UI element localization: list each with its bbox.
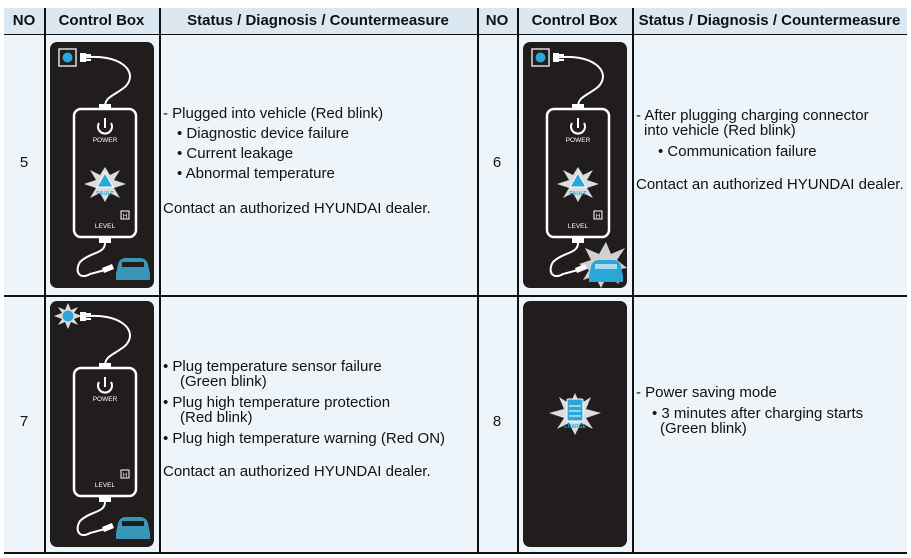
status-line: (Green blink) [180, 373, 267, 390]
status-line: - Power saving mode [636, 384, 777, 401]
svg-text:FAULT: FAULT [96, 191, 114, 197]
svg-text:H: H [122, 214, 128, 220]
svg-text:LEVEL: LEVEL [567, 223, 589, 230]
status-line: • Abnormal temperature [177, 165, 335, 182]
vehicle-icon [116, 517, 150, 539]
power-icon [98, 118, 112, 134]
status-line: (Red blink) [180, 409, 253, 426]
status-line: • Plug high temperature warning (Red ON) [163, 430, 446, 447]
header-status: Status / Diagnosis / Countermeasure [187, 12, 449, 29]
svg-text:H: H [122, 473, 128, 479]
status-line: • 3 minutes after charging starts [652, 405, 864, 422]
status-line: • Communication failure [658, 143, 817, 160]
status-line: • Diagnostic device failure [177, 125, 350, 142]
power-icon [571, 118, 585, 134]
svg-text:LEVEL: LEVEL [94, 482, 116, 489]
status-line: into vehicle (Red blink) [644, 122, 796, 139]
row-number: 7 [19, 413, 29, 430]
countermeasure: Contact an authorized HYUNDAI dealer. [163, 200, 431, 217]
table-header [4, 8, 907, 35]
header-no-2: NO [485, 12, 509, 29]
status-description [636, 108, 908, 192]
divider [4, 295, 907, 297]
status-line: - After plugging charging connector [636, 107, 869, 124]
status-description [163, 359, 473, 479]
status-line: • Plug high temperature protection [163, 394, 391, 411]
fault-icon [84, 167, 126, 202]
status-description [163, 105, 473, 217]
svg-text:CHARGE: CHARGE [564, 424, 586, 430]
charge-icon [549, 393, 601, 435]
control-box-image [523, 42, 627, 288]
header-control-box: Control Box [58, 12, 145, 29]
row-number: 8 [492, 413, 502, 430]
control-box-image [523, 301, 627, 547]
power-icon [98, 377, 112, 393]
svg-text:H: H [595, 214, 601, 220]
control-box-image [50, 42, 154, 288]
control-box-image [50, 301, 154, 547]
divider [517, 8, 519, 553]
status-line: • Current leakage [177, 145, 294, 162]
row-number: 5 [19, 154, 29, 171]
status-line: - Plugged into vehicle (Red blink) [163, 105, 384, 122]
header-control-box-2: Control Box [531, 12, 618, 29]
vehicle-icon [579, 242, 627, 288]
divider [159, 8, 161, 553]
fault-icon [557, 167, 599, 202]
svg-text:FAULT: FAULT [569, 191, 587, 197]
row-number: 6 [492, 154, 502, 171]
countermeasure: Contact an authorized HYUNDAI dealer. [163, 463, 431, 480]
divider [477, 8, 479, 553]
vehicle-icon [116, 258, 150, 280]
svg-text:POWER: POWER [565, 137, 591, 144]
svg-text:POWER: POWER [92, 137, 118, 144]
countermeasure: Contact an authorized HYUNDAI dealer. [636, 176, 904, 193]
header-status-2: Status / Diagnosis / Countermeasure [638, 12, 901, 29]
diagnosis-table [4, 8, 907, 553]
status-line: • Plug temperature sensor failure [163, 358, 382, 375]
svg-text:LEVEL: LEVEL [94, 223, 116, 230]
divider [632, 8, 634, 553]
divider [4, 552, 907, 554]
svg-text:POWER: POWER [92, 396, 118, 403]
divider [44, 8, 46, 553]
status-description [636, 385, 908, 436]
header-no: NO [12, 12, 36, 29]
status-line: (Green blink) [660, 420, 747, 437]
